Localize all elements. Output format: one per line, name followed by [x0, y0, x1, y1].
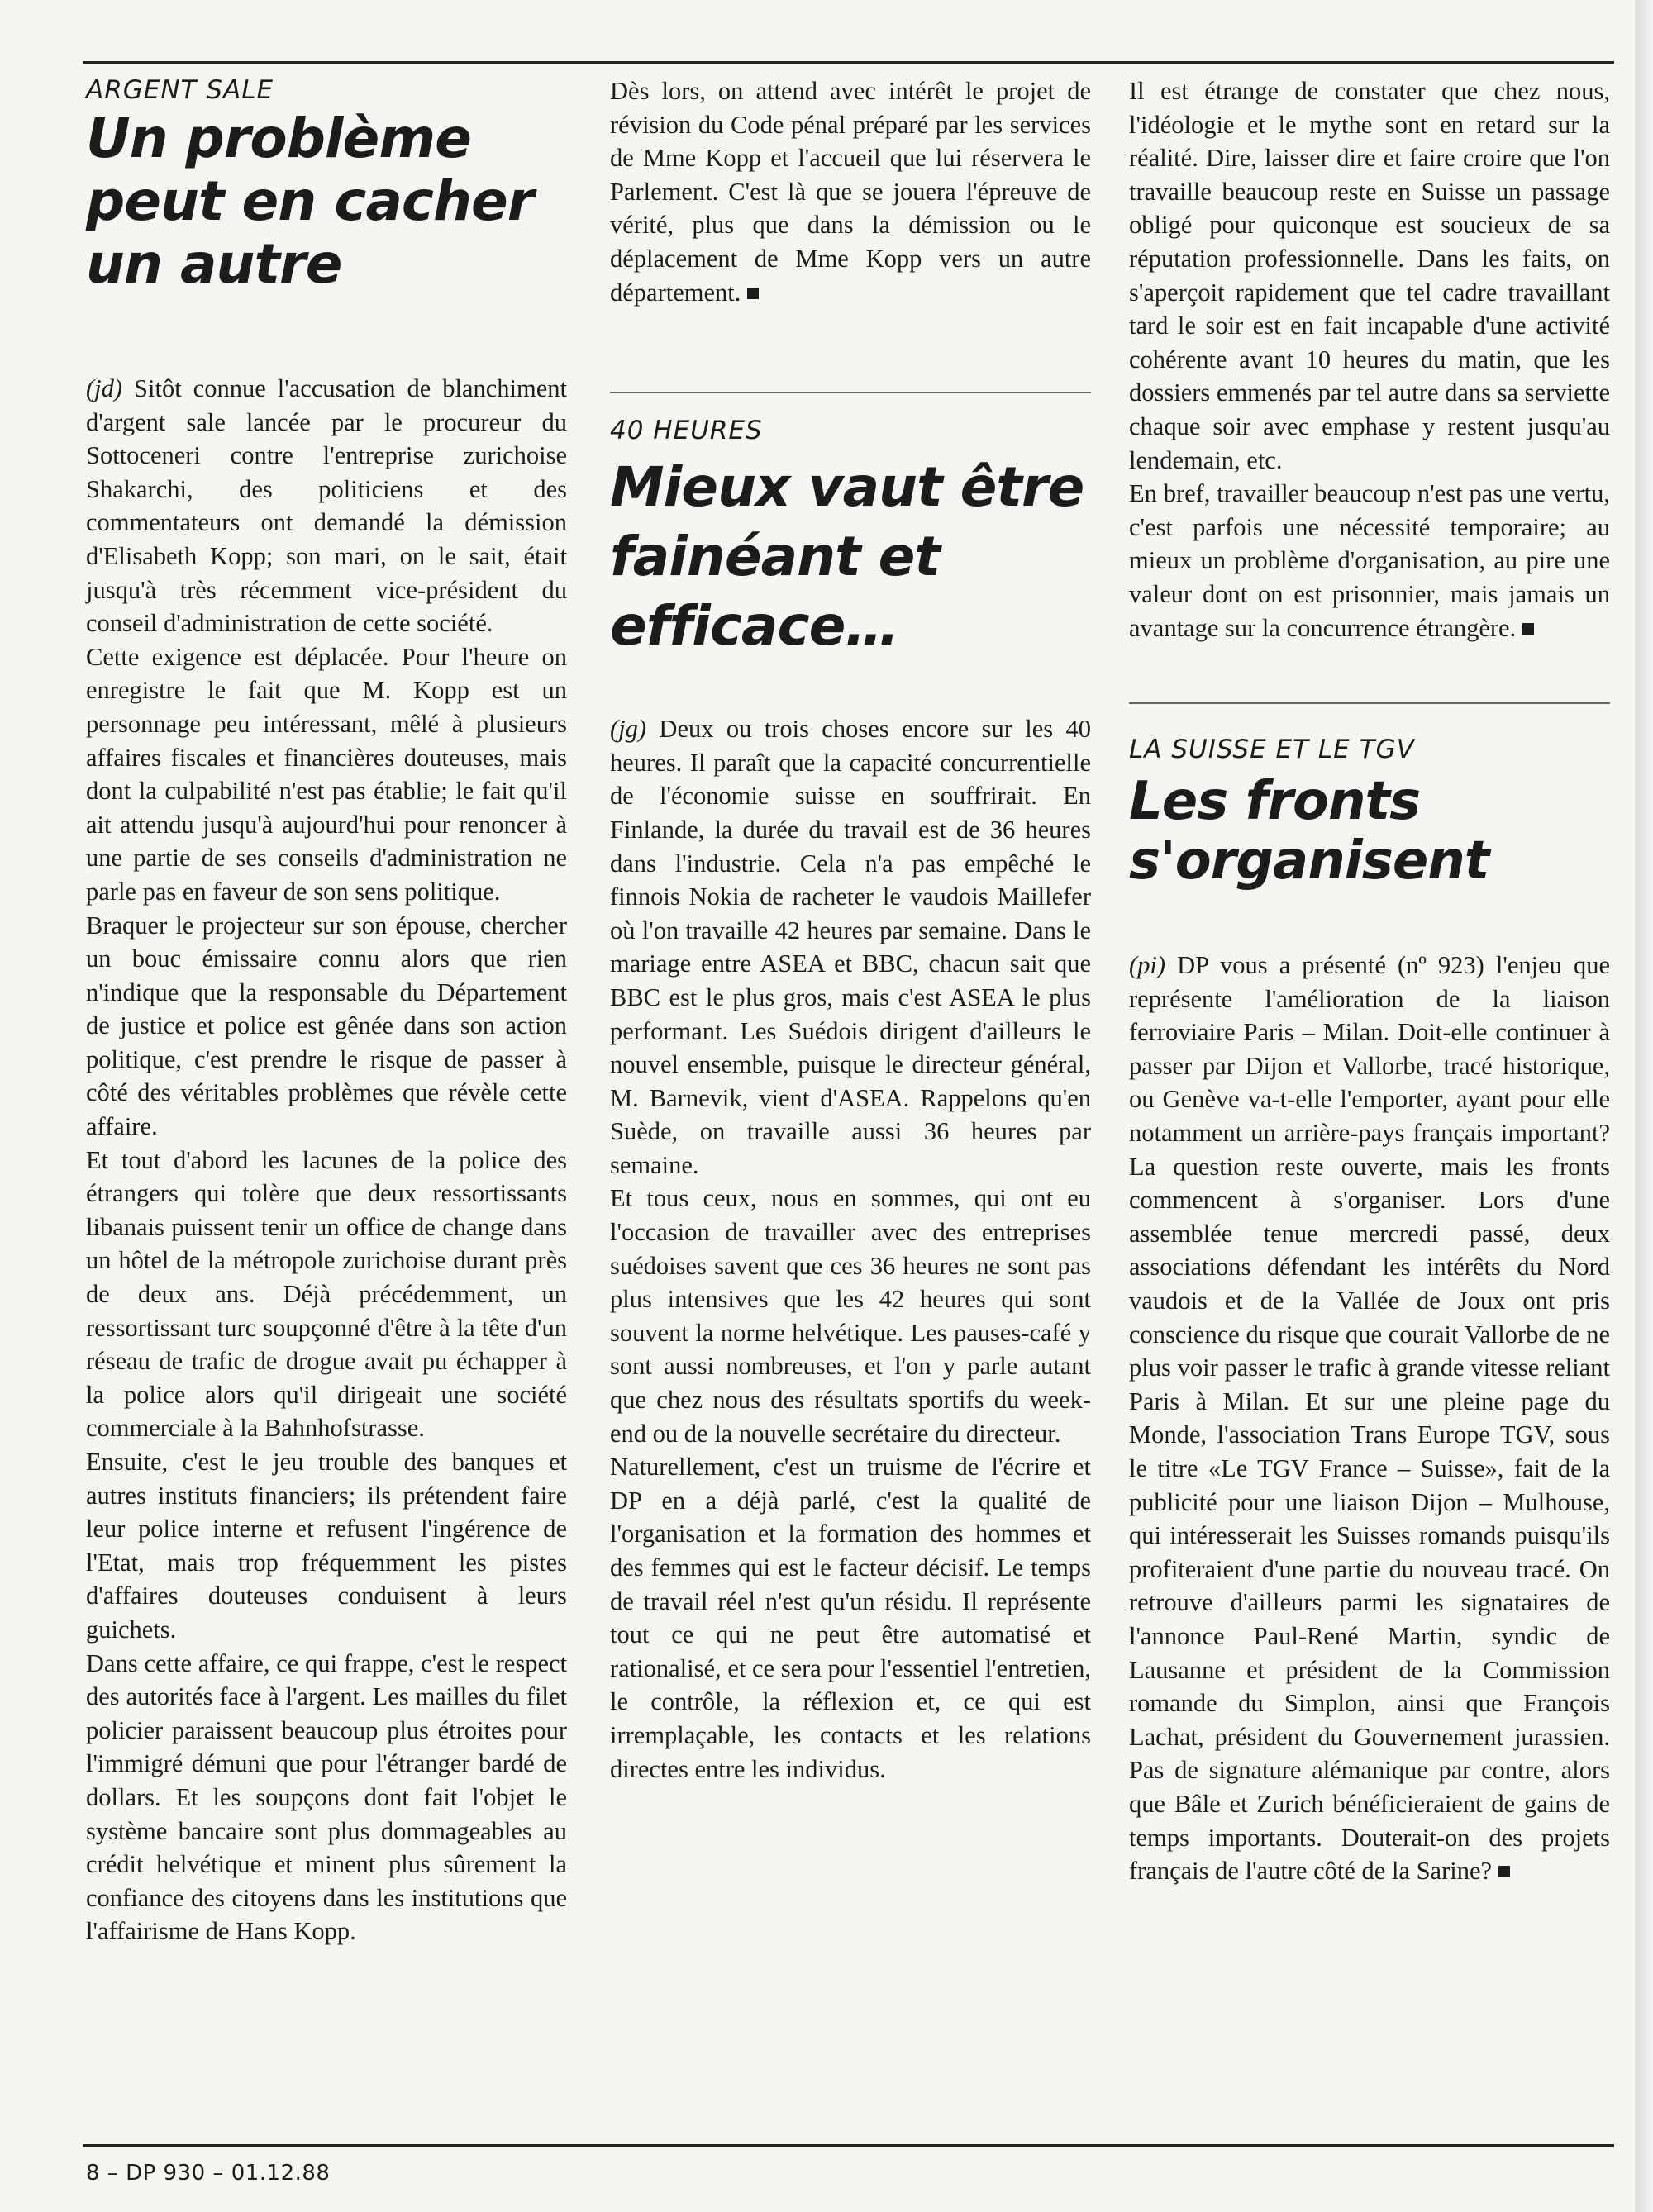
article-3-author: (pi) — [1129, 951, 1166, 980]
end-of-article-mark — [1498, 1866, 1510, 1877]
article-3-title: Les fronts s'organisent — [1129, 771, 1489, 892]
column-2 — [610, 74, 1091, 1786]
article-2-kicker: 40 HEURES — [610, 416, 763, 446]
article-3-kicker: LA SUISSE ET LE TGV — [1129, 735, 1415, 765]
bottom-rule — [83, 2144, 1614, 2147]
column-1 — [86, 74, 567, 1948]
article-2-title: Mieux vaut être fainéant et efficace… — [610, 455, 1084, 659]
article-1-paragraph: (jd) Sitôt connue l'accusation de blanchiment d'argent sale lancée par le procureur du Sottoceneri contre l'entreprise zurichoise Shakarchi, des politiciens et des commentateurs ont demandé la démission d'Elisabeth Kopp; son mari, on le sait, était jusqu'à très récemment vice-président du conseil d'administration de cette société. — [86, 374, 567, 638]
end-of-article-mark — [747, 288, 759, 299]
article-2-paragraph: En bref, travailler beaucoup n'est pas une vertu, c'est parfois une nécessité temporaire; au mieux un problème d'organisation, au pire une valeur dont on est prisonnier, mais jamais un avantage sur la concurrence étrangère. — [1129, 479, 1610, 642]
end-of-article-mark — [1522, 623, 1534, 635]
article-1-kicker: ARGENT SALE — [86, 75, 274, 105]
column-3 — [1129, 74, 1610, 1888]
article-1-paragraph: Ensuite, c'est le jeu trouble des banques et autres instituts financiers; ils prétendent faire leur police interne et refusent l'ingérence de l'Etat, mais trop fréquemment les pistes d'affaires douteuses conduisent à leurs guichets. — [86, 1448, 567, 1644]
article-1-author: (jd) — [86, 374, 123, 402]
article-separator — [1129, 702, 1610, 704]
page-footer: 8 – DP 930 – 01.12.88 — [86, 2161, 331, 2186]
article-1-paragraph: Cette exigence est déplacée. Pour l'heure on enregistre le fait que M. Kopp est un personnage peu intéressant, mêlé à plusieurs affaires fiscales et financières douteuses, mais dont la culpabilité n'est pas établie; le fait qu'il ait attendu jusqu'à aujourd'hui pour renoncer à une partie de ses conseils d'administration ne parle pas en faveur de son sens politique. — [86, 642, 567, 906]
article-3-paragraph: (pi) DP vous a présenté (nº 923) l'enjeu que représente l'amélioration de la liaison ferroviaire Paris – Milan. Doit-elle continuer à passer par Dijon et Vallorbe, tracé historique, ou Genève va-t-elle l'emporter, ayant pour elle notamment un arrière-pays français important? La question reste ouverte, mais les fronts commencent à s'organiser. Lors d'une assemblée tenue mercredi passé, deux associations défendant les intérêts du Nord vaudois et de la Vallée de Joux ont pris conscience du risque que courait Vallorbe de ne plus voir passer le trafic à grande vitesse reliant Paris à Milan. Et sur une pleine page du Monde, l'association Trans Europe TGV, sous le titre «Le TGV France – Suisse», fait de la publicité pour une liaison Dijon – Mulhouse, qui intéresserait les Suisses romands puisqu'ils profiteraient d'une partie du nouveau tracé. On retrouve d'ailleurs parmi les signataires de l'annonce Paul-René Martin, syndic de Lausanne et président de la Commission romande du Simplon, ainsi que François Lachat, président du Gouvernement jurassien. Pas de signature alémanique par contre, alors que Bâle et Zurich bénéficieraient de gains de temps importants. Douterait-on des projets français de l'autre côté de la Sarine? — [1129, 951, 1610, 1886]
article-2-paragraph: Naturellement, c'est un truisme de l'écrire et DP en a déjà parlé, c'est la qualité de l'organisation et la formation des hommes et des femmes qui est le facteur décisif. Le temps de travail réel n'est qu'un résidu. Il représente tout ce qui ne peut être automatisé et rationalisé, et ce sera pour l'essentiel l'entretien, le contrôle, la réflexion et, ce qui est irremplaçable, les contacts et les relations directes entre les individus. — [610, 1453, 1091, 1783]
page-edge-shadow — [1635, 0, 1653, 2212]
article-1-paragraph: Dans cette affaire, ce qui frappe, c'est le respect des autorités face à l'argent. Les mailles du filet policier paraissent beaucoup plus étroites pour l'immigré démuni que pour l'étranger bardé de dollars. Et les soupçons dont fait l'objet le système bancaire sont plus dommageables au crédit helvétique et minent plus sûrement la confiance des citoyens dans les institutions que l'affairisme de Hans Kopp. — [86, 1648, 567, 1946]
article-separator — [610, 392, 1091, 393]
article-1-title: Un problème peut en cacher un autre — [86, 107, 534, 296]
article-1-paragraph: Dès lors, on attend avec intérêt le projet de révision du Code pénal préparé par les services de Mme Kopp et l'accueil que lui réservera le Parlement. C'est là que se jouera l'épreuve de vérité, plus que dans la démission ou le déplacement de Mme Kopp vers un autre département. — [610, 77, 1091, 307]
article-2-author: (jg) — [610, 715, 647, 744]
article-2-paragraph: Et tous ceux, nous en sommes, qui ont eu l'occasion de travailler avec des entreprises suédoises savent que ces 36 heures ne sont pas plus intensives que les 42 heures qui sont souvent la norme helvétique. Les pauses-café y sont aussi nombreuses, et l'on y parle autant que chez nous des résultats sportifs du week-end ou de la nouvelle secrétaire du directeur. — [610, 1184, 1091, 1448]
article-2-paragraph: (jg) Deux ou trois choses encore sur les 40 heures. Il paraît que la capacité concurrentielle de l'économie suisse en souffrirait. En Finlande, la durée du travail est de 36 heures dans l'industrie. Cela n'a pas empêché le finnois Nokia de racheter le vaudois Maillefer où l'on travaille 42 heures par semaine. Dans le mariage entre ASEA et BBC, chacun sait que BBC est le plus gros, mais c'est ASEA le plus performant. Les Suédois dirigent d'ailleurs le nouvel ensemble, puisque le directeur général, M. Barnevik, vient d'ASEA. Rappelons qu'en Suède, on travaille aussi 36 heures par semaine. — [610, 715, 1092, 1179]
article-2-paragraph: Il est étrange de constater que chez nous, l'idéologie et le mythe sont en retard sur la réalité. Dire, laisser dire et faire croire que l'on travaille beaucoup reste en Suisse un passage obligé pour quiconque est soucieux de sa réputation professionnelle. Dans les faits, on s'aperçoit rapidement que tel cadre travaillant tard le soir est en fait incapable d'une activité cohérente avant 10 heures du matin, que les dossiers emmenés par tel autre dans sa serviette chaque soir avec emphase y restent jusqu'au lendemain, etc. — [1129, 77, 1610, 474]
article-1-paragraph: Et tout d'abord les lacunes de la police des étrangers qui tolère que deux ressortissants libanais puissent tenir un office de change dans un hôtel de la métropole zurichoise durant près de deux ans. Déjà précédemment, un ressortissant turc soupçonné d'être à la tête d'un réseau de trafic de drogue avait pu échapper à la police alors qu'il dirigeait une société commerciale à la Bahnhofstrasse. — [86, 1145, 567, 1443]
top-rule — [83, 61, 1614, 64]
article-1-paragraph: Braquer le projecteur sur son épouse, chercher un bouc émissaire connu alors que rien n'indique que la responsable du Département de justice et police est gênée dans son action politique, c'est prendre le risque de passer à côté des véritables problèmes que révèle cette affaire. — [86, 911, 567, 1141]
